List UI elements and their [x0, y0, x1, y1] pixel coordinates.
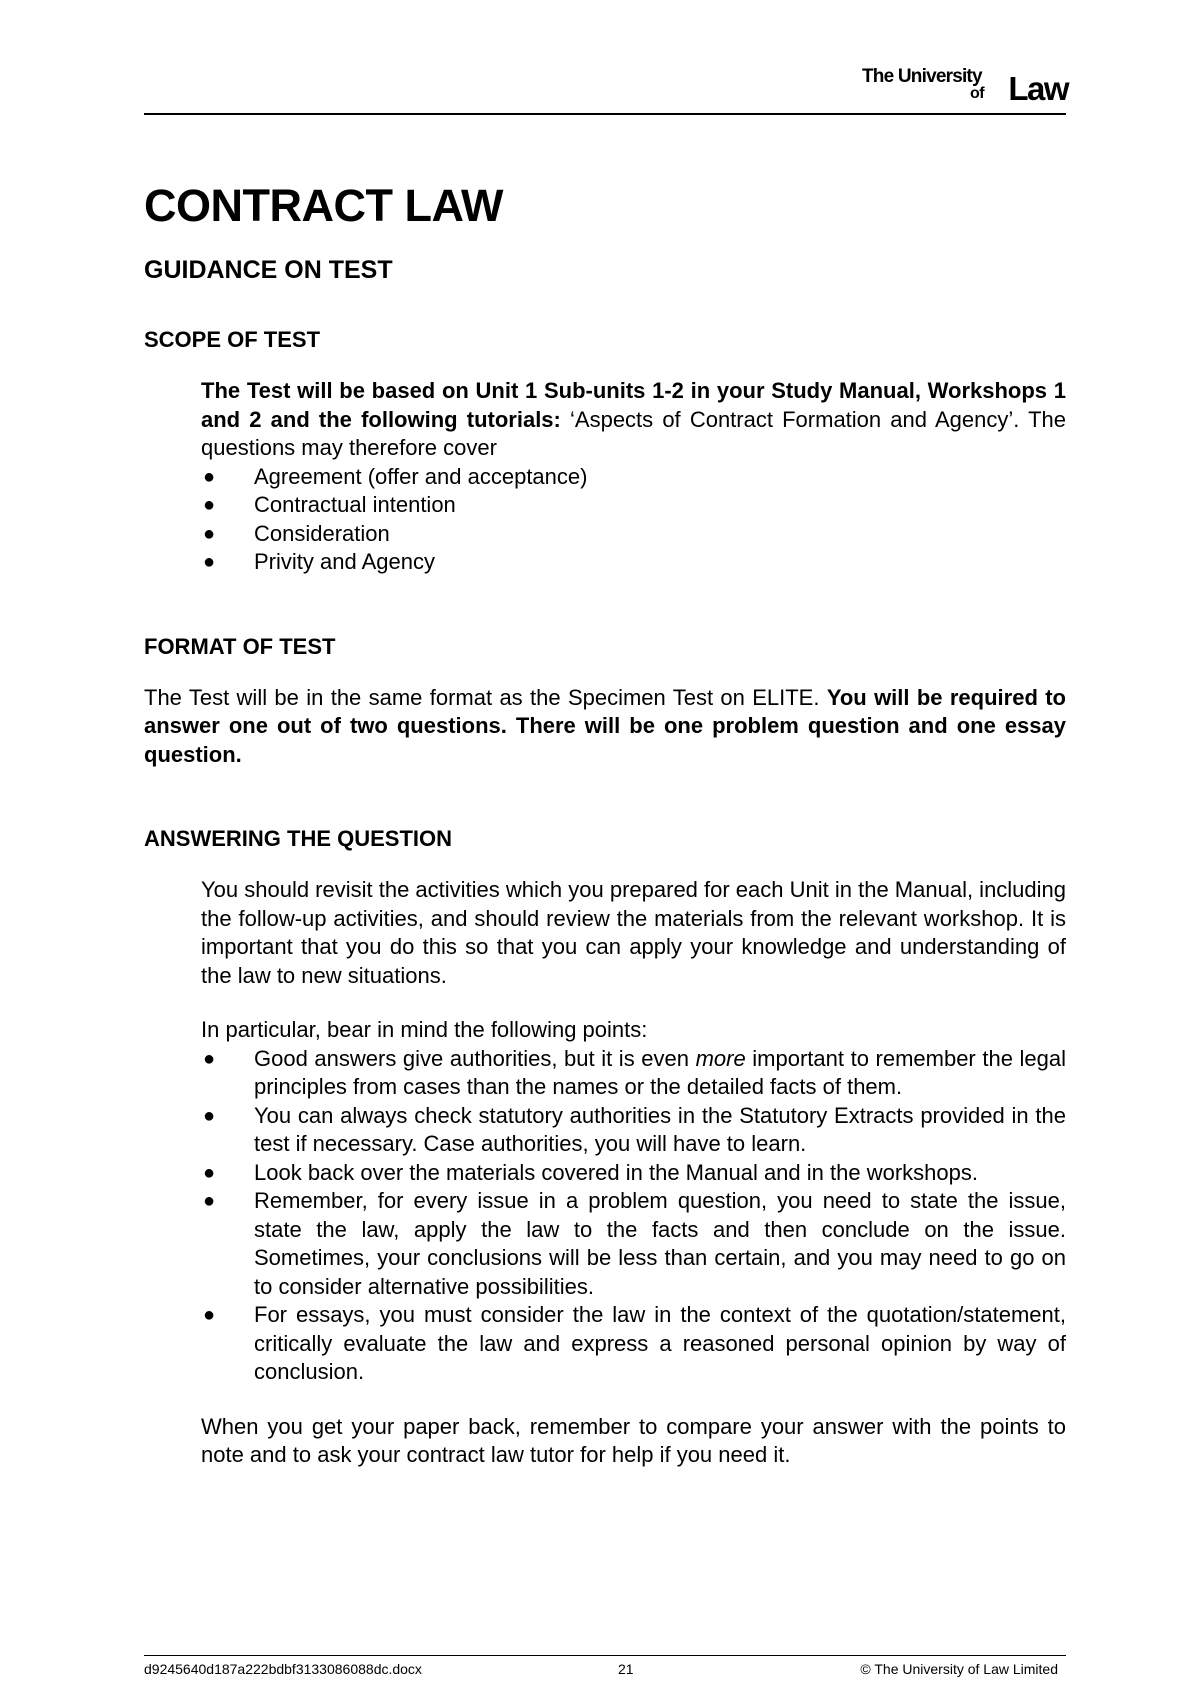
footer-page-number: 21	[618, 1661, 634, 1677]
bullet-icon: ●	[203, 522, 216, 545]
document-body	[144, 178, 1066, 1470]
format-text-plain: The Test will be in the same format as the Specimen Test on ELITE.	[144, 684, 827, 710]
list-item	[144, 548, 1066, 577]
format-paragraph	[144, 684, 1066, 770]
bullet-icon: ●	[203, 1047, 216, 1070]
point-1-text-b: important to remember the legal principles from cases than the names or the detailed facts of them.	[254, 1045, 1066, 1099]
logo-text-law: Law	[1008, 70, 1068, 107]
scope-intro-bold: The Test will be based on Unit 1 Sub-units 1-2 in your Study Manual, Workshops 1 and 2 and the following tutorials:	[201, 378, 1066, 432]
document-subtitle: GUIDANCE ON TEST	[144, 256, 393, 284]
point-1-emphasis: more	[695, 1045, 746, 1071]
scope-intro-rest: ‘Aspects of Contract Formation and Agency’. The questions may therefore cover	[201, 406, 1066, 460]
bullet-icon: ●	[203, 494, 216, 516]
list-item-text: Privity and Agency	[254, 549, 435, 574]
list-item	[144, 1187, 1066, 1301]
bullet-icon: ●	[203, 551, 216, 573]
list-item-text: You can always check statutory authorities in the Statutory Extracts provided in the test if necessary. Case authorities, you will have to learn.	[254, 1102, 1066, 1156]
list-item	[144, 1159, 1066, 1188]
university-logo	[862, 66, 1068, 108]
footer-copyright: © The University of Law Limited	[860, 1661, 1058, 1677]
answering-points-list	[144, 1045, 1066, 1387]
section-heading-answering: ANSWERING THE QUESTION	[144, 826, 453, 851]
footer-divider	[144, 1655, 1066, 1656]
header-divider	[144, 113, 1066, 115]
section-heading-scope: SCOPE OF TEST	[144, 327, 321, 352]
list-item-text: Agreement (offer and acceptance)	[254, 463, 588, 489]
logo-text-top: The University	[862, 66, 982, 87]
point-1-text-a: Good answers give authorities, but it is even	[254, 1045, 696, 1071]
list-item	[144, 463, 1066, 492]
format-text-bold: You will be required to answer one out of two questions. There will be one problem question and one essay question.	[144, 684, 1066, 767]
list-item-text: Consideration	[254, 520, 390, 546]
list-item	[144, 1045, 1066, 1102]
list-item	[144, 520, 1066, 549]
answering-paragraph-1: You should revisit the activities which you prepared for each Unit in the Manual, including the follow-up activities, and should review the materials from the relevant workshop. It is important that you do this so that you can apply your knowledge and understanding of the law to new situations.	[201, 877, 1067, 988]
bullet-icon: ●	[203, 1190, 216, 1212]
scope-topic-list	[144, 463, 1066, 577]
answering-paragraph-2: In particular, bear in mind the following points:	[201, 1017, 648, 1042]
bullet-icon: ●	[203, 1104, 216, 1127]
list-item	[144, 1301, 1066, 1387]
scope-intro-paragraph	[144, 377, 1066, 463]
bullet-icon: ●	[203, 465, 216, 488]
logo-text-of: of	[970, 85, 985, 102]
bullet-icon: ●	[203, 1304, 216, 1326]
list-item-text: Contractual intention	[254, 492, 456, 517]
list-item	[144, 1102, 1066, 1159]
list-item-text: Look back over the materials covered in the Manual and in the workshops.	[254, 1159, 978, 1185]
document-title: CONTRACT LAW	[144, 180, 503, 231]
footer-filename: d9245640d187a222bdbf3133086088dc.docx	[144, 1661, 422, 1677]
section-heading-format: FORMAT OF TEST	[144, 633, 336, 659]
list-item-text: For essays, you must consider the law in the context of the quotation/statement, critically evaluate the law and express a reasoned personal opinion by way of conclusion.	[254, 1302, 1066, 1384]
answering-paragraph-3: When you get your paper back, remember to compare your answer with the points to note and to ask your contract law tutor for help if you need it.	[201, 1413, 1066, 1467]
list-item	[144, 491, 1066, 520]
list-item-text: Remember, for every issue in a problem question, you need to state the issue, state the law, apply the law to the facts and then conclude on the issue. Sometimes, your conclusions will be less than certain, and you may need to go on to consider alternative possibilities.	[254, 1188, 1066, 1299]
list-item-text	[254, 1046, 1066, 1100]
bullet-icon: ●	[203, 1161, 216, 1184]
